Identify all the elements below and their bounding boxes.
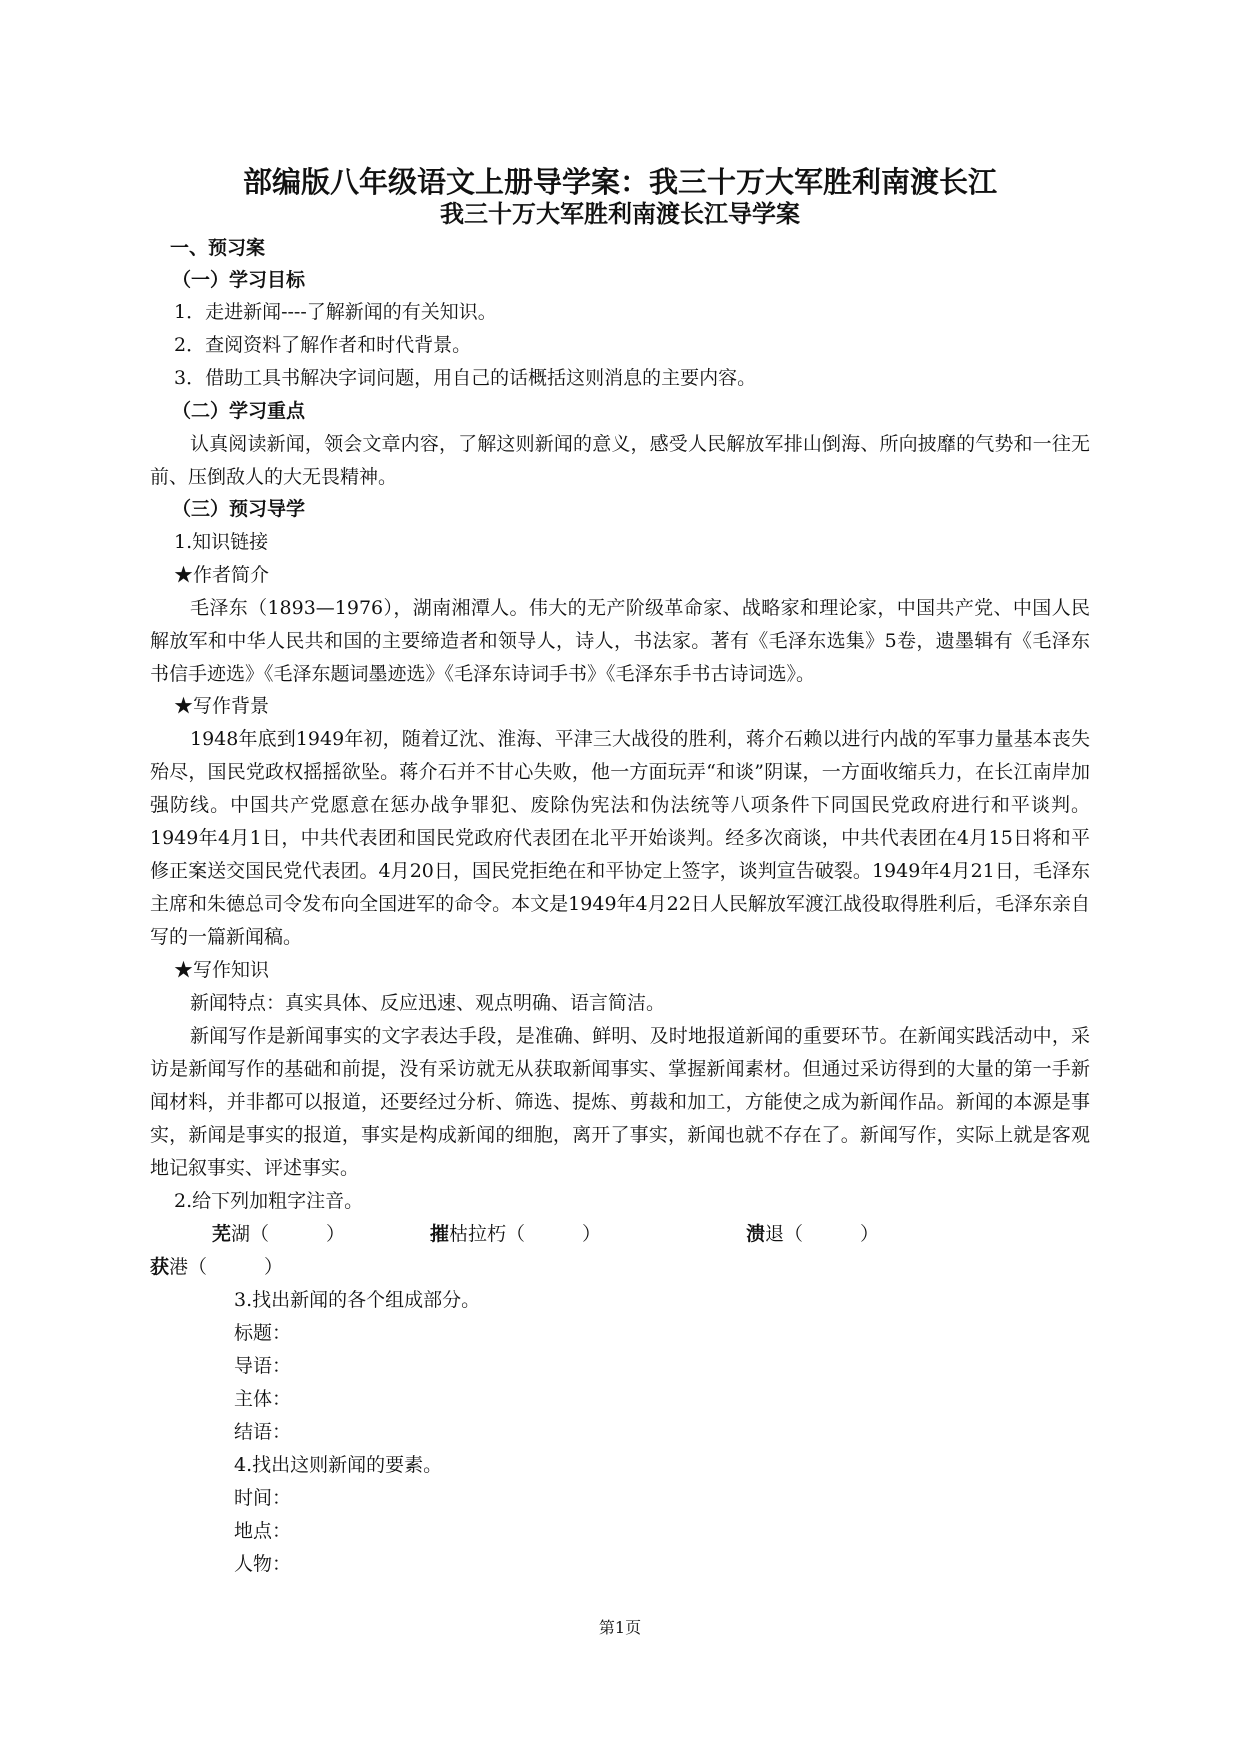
pinyin-word (746, 1222, 879, 1246)
goal-item: 3．借助工具书解决字词问题，用自己的话概括这则消息的主要内容。 (174, 367, 757, 389)
goal-item: 2．查阅资料了解作者和时代背景。 (174, 334, 472, 356)
goal-item: 1．走进新闻----了解新闻的有关知识。 (174, 301, 497, 323)
author-paragraph: 毛泽东（1893—1976），湖南湘潭人。伟大的无产阶级革命家、战略家和理论家，中国共产党、中国人民解放军和中华人民共和国的主要缔造者和领导人，诗人，书法家。著有《毛泽东选集》5卷，遗墨辑有《毛泽东书信手迹选》《毛泽东题词墨迹选》《毛泽东诗词手书》《毛泽东手书古诗词选》。 (150, 597, 1090, 685)
bold-char: 摧 (430, 1223, 450, 1245)
subheading-focus: （二）学习重点 (172, 400, 306, 422)
pinyin-word (430, 1222, 601, 1246)
element-label: 地点： (234, 1520, 292, 1542)
pinyin-task: 2.给下列加粗字注音。 (174, 1190, 364, 1212)
author-heading: ★作者简介 (174, 564, 270, 586)
elements-task: 4.找出这则新闻的要素。 (234, 1454, 443, 1476)
page-title: 部编版八年级语文上册导学案：我三十万大军胜利南渡长江 (242, 165, 997, 199)
background-heading: ★写作背景 (174, 695, 270, 717)
word-rest: 湖（ ） (231, 1223, 346, 1245)
part-label: 主体： (234, 1388, 292, 1410)
knowledge-link-label: 1.知识链接 (174, 531, 269, 553)
element-label: 人物： (234, 1553, 292, 1575)
subheading-preview-guide: （三）预习导学 (172, 498, 306, 520)
bold-char: 获 (150, 1256, 170, 1278)
page-subtitle: 我三十万大军胜利南渡长江导学案 (440, 200, 800, 228)
focus-paragraph: 认真阅读新闻，领会文章内容，了解这则新闻的意义，感受人民解放军排山倒海、所向披靡的气势和一往无前、压倒敌人的大无畏精神。 (150, 433, 1090, 488)
part-label: 结语： (234, 1421, 292, 1443)
news-features: 新闻特点：真实具体、反应迅速、观点明确、语言简洁。 (190, 992, 666, 1014)
bold-char: 溃 (746, 1223, 766, 1245)
parts-task: 3.找出新闻的各个组成部分。 (234, 1289, 481, 1311)
part-label: 导语： (234, 1355, 292, 1377)
word-rest: 枯拉朽（ ） (449, 1223, 602, 1245)
element-label: 时间： (234, 1487, 292, 1509)
pinyin-word (212, 1222, 345, 1246)
pinyin-word (150, 1255, 283, 1279)
part-label: 标题： (234, 1322, 292, 1344)
bold-char: 芜 (212, 1223, 232, 1245)
writing-heading: ★写作知识 (174, 959, 270, 981)
page-number: 第1页 (598, 1618, 642, 1637)
writing-paragraph: 新闻写作是新闻事实的文字表达手段，是准确、鲜明、及时地报道新闻的重要环节。在新闻实践活动中，采访是新闻写作的基础和前提，没有采访就无从获取新闻事实、掌握新闻素材。但通过采访得到的大量的第一手新闻材料，并非都可以报道，还要经过分析、筛选、提炼、剪裁和加工，方能使之成为新闻作品。新闻的本源是事实，新闻是事实的报道，事实是构成新闻的细胞，离开了事实，新闻也就不存在了。新闻写作，实际上就是客观地记叙事实、评述事实。 (150, 1025, 1090, 1179)
background-paragraph: 1948年底到1949年初，随着辽沈、淮海、平津三大战役的胜利，蒋介石赖以进行内战的军事力量基本丧失殆尽，国民党政权摇摇欲坠。蒋介石并不甘心失败，他一方面玩弄“和谈”阴谋，一方面收缩兵力，在长江南岸加强防线。中国共产党愿意在惩办战争罪犯、废除伪宪法和伪法统等八项条件下同国民党政府进行和平谈判。1949年4月1日，中共代表团和国民党政府代表团在北平开始谈判。经多次商谈，中共代表团在4月15日将和平修正案送交国民党代表团。4月20日，国民党拒绝在和平协定上签字，谈判宣告破裂。1949年4月21日，毛泽东主席和朱德总司令发布向全国进军的命令。本文是1949年4月22日人民解放军渡江战役取得胜利后，毛泽东亲自写的一篇新闻稿。 (150, 728, 1090, 948)
word-rest: 港（ ） (169, 1256, 284, 1278)
subheading-goals: （一）学习目标 (172, 269, 306, 291)
word-rest: 退（ ） (765, 1223, 880, 1245)
section-heading-preview: 一、预习案 (170, 237, 266, 259)
